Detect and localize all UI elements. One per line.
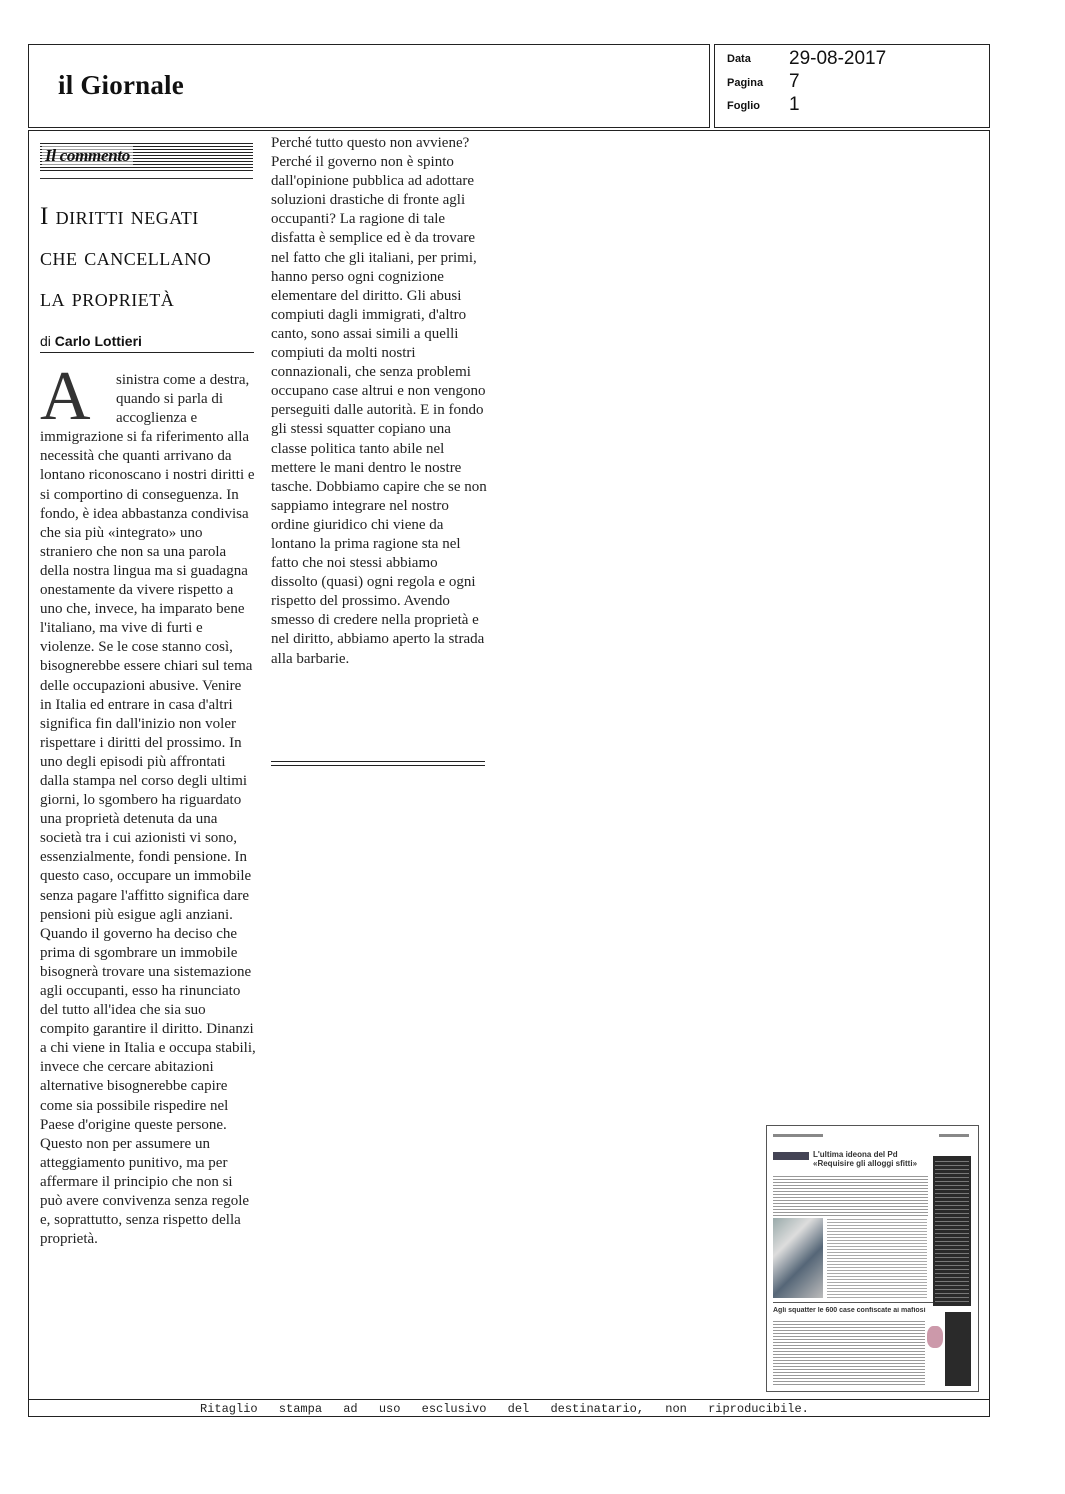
indented-line-1: sinistra come a destra, (116, 372, 250, 388)
article-column-1 (40, 371, 256, 1249)
byline (40, 333, 142, 349)
footer-notice: Ritaglio stampa ad uso esclusivo del destinatario, non riproducibile. (200, 1402, 809, 1416)
footer-divider (28, 1399, 990, 1400)
page-thumbnail (766, 1125, 979, 1392)
column-2-text: Perché tutto questo non avviene? Perché il governo non è spinto dall'opinione pubblica ad adottare soluzioni drastiche di fronte agli occupanti? La ragione di tale disfatta è semplice ed è da trovare nel fatto che gli italiani, per primi, hanno perso ogni cognizione elementare del diritto. Gli abusi compiuti dagli immigrati, d'altro canto, sono assai simili a quelli compiuti da molti nostri connazionali, che senza problemi occupano case altrui e non vengono perseguiti dalle autorità. E in fondo gli stessi squatter copiano una classe politica tanto abile nel mettere le mani dentro le nostre tasche. Dobbiamo capire che se non sappiamo integrare nel nostro ordine giuridico chi viene da lontano la prima ragione sta nel fatto che noi stessi abbiamo dissolto (quasi) ogni regola e ogni rispetto del prossimo. Avendo smesso di credere nella proprietà e nel diritto, abbiamo aperto la strada alla barbarie. (271, 135, 487, 667)
meta-value-date: 29-08-2017 (789, 48, 887, 69)
meta-label-page: Pagina (727, 77, 764, 89)
thumbnail-subhead: Agli squatter le 600 case confiscate ai mafiosi (773, 1307, 926, 1314)
thumbnail-headline (813, 1150, 941, 1168)
meta-label-date: Data (727, 53, 751, 65)
article-column-2 (271, 134, 487, 669)
headline-line-3: la proprietà (40, 285, 175, 312)
drop-cap: A (40, 358, 91, 435)
meta-label-sheet: Foglio (727, 100, 760, 112)
newspaper-name: il Giornale (58, 70, 184, 100)
headline-line-1: I diritti negati (40, 203, 199, 230)
article-end-rule (271, 761, 485, 766)
indented-line-3: accoglienza e (116, 410, 198, 427)
byline-divider (40, 352, 254, 353)
meta-value-sheet: 1 (789, 94, 800, 115)
column-1-text: immigrazione si fa riferimento alla necessità che quanti arrivano da lontano riconoscano i nostri diritti e si comportino di conseguenza. In fondo, è idea abbastanza condivisa che sia più «integrato» uno straniero che non sa una parola della nostra lingua ma si guadagna onestamente da vivere rispetto a uno che, invece, ha imparato bene l'italiano, ma vive di furti e violenze. Se le cose stanno così, bisognerebbe essere chiari sul tema delle occupazioni abusive. Venire in Italia ed entrare in casa d'altri significa fin dall'inizio non voler rispettare i diritti del prossimo. In uno degli episodi più affrontati dalla stampa nel corso degli ultimi giorni, lo sgombero ha riguardato una proprietà detenuta da una società tra i cui azionisti vi sono, essenzialmente, fondi pensione. In questo caso, occupare un immobile senza pagare l'affitto significa dare pensioni più esigue agli anziani. Quando il governo ha deciso che prima di sgombrare un immobile bisognerà trovare una sistemazione agli occupanti, esso ha rinunciato del tutto all'idea che sia suo compito garantire il diritto. Dinanzi a chi viene in Italia e occupa stabili, invece che cercare abitazioni alternative bisognerebbe capire come sia possibile rispedire nel Paese d'origine queste persone. Questo non per assumere un atteggiamento punitivo, ma per affermare il principio che non si può avere convivenza senza regole e, soprattutto, senza rispetto della proprietà. (40, 429, 256, 1248)
thumbnail-headline-line-1: L'ultima ideona del Pd (813, 1150, 898, 1159)
headline-line-2: che cancellano (40, 244, 212, 271)
byline-author: Carlo Lottieri (54, 333, 142, 349)
rubric-label: Il commento (42, 146, 133, 166)
rubric-divider (40, 178, 253, 179)
indented-line-2: quando si parla di (116, 391, 224, 408)
thumbnail-headline-line-2: «Requisire gli alloggi sfitti» (813, 1159, 918, 1168)
byline-prefix: di (40, 333, 51, 349)
meta-value-page: 7 (789, 71, 800, 92)
